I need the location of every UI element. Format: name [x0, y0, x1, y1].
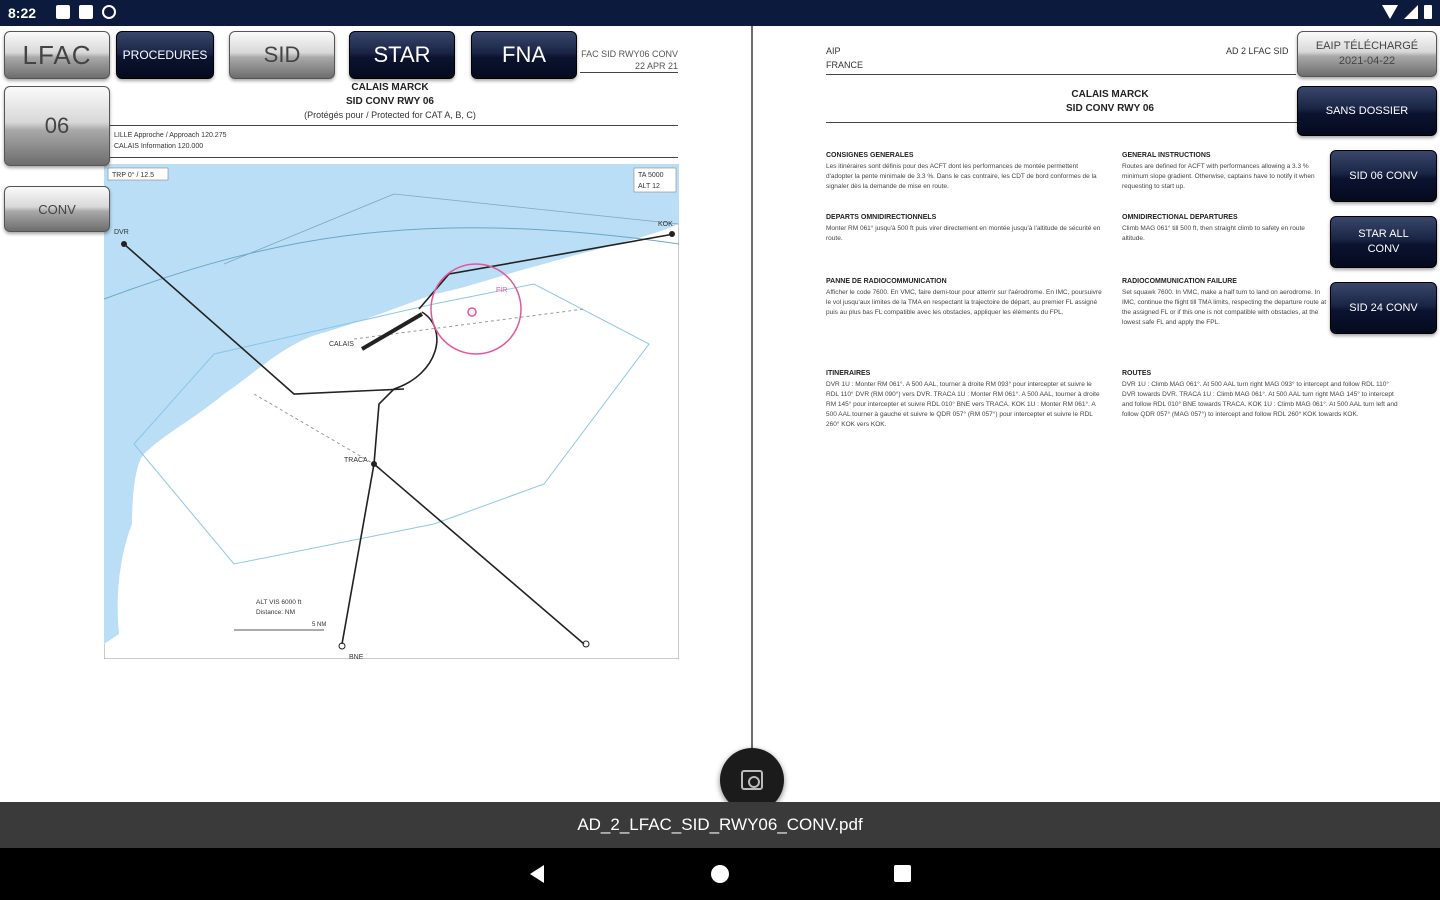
- map-label-bne: BNE: [349, 654, 364, 659]
- map-label-airport: CALAIS: [329, 341, 354, 348]
- section-title: CONSIGNES GENERALES: [826, 152, 914, 159]
- sd-card-icon: [79, 5, 93, 19]
- section-body: DVR 1U : Climb MAG 061°. At 500 AAL turn right MAG 093° to intercept and follow RDL 110° DVR towards DVR. TRACA 1U : Climb MAG 061°. At 500 AAL turn right MAG 145° to intercept and follow RDL 010° BNE towards TRACA. KOK 1U : Climb MAG 061°. At 500 AAL turn left and follow QDR 057° (MAG 057°) to intercept and follow RDL 260° KOK towards KOK.: [1122, 381, 1398, 418]
- fna-button-label: FNA: [502, 42, 546, 67]
- text-header-rule: [826, 74, 1296, 75]
- sans-dossier-label: SANS DOSSIER: [1325, 104, 1409, 117]
- conv-button[interactable]: [4, 186, 110, 232]
- star-button-label: STAR: [373, 42, 431, 67]
- eaip-label: EAIP TÉLÉCHARGÉ: [1315, 40, 1419, 52]
- navigation-bar: [0, 848, 1440, 900]
- recents-icon[interactable]: [894, 865, 911, 882]
- section-consignes: [826, 152, 1106, 192]
- document-scan-icon: [741, 770, 763, 790]
- battery-icon: [1424, 5, 1432, 19]
- section-panne: [826, 278, 1106, 318]
- comm-row-info: CALAIS Information 120.000: [114, 143, 204, 150]
- procedures-button[interactable]: [116, 31, 214, 79]
- chart-page-header: [580, 48, 678, 72]
- section-departs: [826, 214, 1106, 244]
- section-body: Set squawk 7600. In VMC, make a half turn to land on aerodrome. In IMC, continue the flight till TMA limits, respecting the departure route at the assigned FL or if this one is not compatible with obstacles, at the lowest safe FL and apply the FPL.: [1122, 289, 1327, 326]
- procedures-button-label: PROCEDURES: [122, 48, 208, 62]
- section-title: DEPARTS OMNIDIRECTIONNELS: [826, 214, 937, 221]
- map-alt-box-1: TA 5000: [638, 172, 664, 179]
- star-all-conv-button[interactable]: [1330, 216, 1437, 268]
- airport-button-label: LFAC: [22, 39, 92, 70]
- status-right-icons: [1382, 5, 1432, 19]
- map-label-kok: KOK: [658, 221, 673, 228]
- wifi-icon: [1382, 5, 1398, 19]
- sans-dossier-button[interactable]: [1297, 86, 1437, 136]
- text-header-aip: AIP: [826, 46, 841, 56]
- eaip-date: 2021-04-22: [1338, 55, 1396, 67]
- sid24-label: SID 24 CONV: [1349, 301, 1418, 314]
- sid-chart-map: [104, 164, 679, 659]
- airport-button[interactable]: [4, 31, 110, 79]
- section-general: [1122, 152, 1327, 192]
- conv-button-label: CONV: [38, 201, 76, 217]
- chart-title: [280, 81, 500, 109]
- notification-icon: [56, 5, 70, 19]
- section-body: Routes are defined for ACFT with performances allowing a 3.3 % minimum slope gradient. Otherwise, captains have to notify it when requesting to start up.: [1122, 163, 1315, 190]
- map-scale-line1: ALT VIS 6000 ft: [256, 599, 302, 606]
- map-alt-box-2: ALT 12: [638, 183, 660, 190]
- waypoint-traca: [371, 461, 377, 467]
- chart-title-rule: [110, 125, 678, 126]
- chart-title-line1: CALAIS MARCK: [351, 82, 429, 93]
- section-title: ITINERAIRES: [826, 370, 871, 377]
- cell-signal-icon: [1404, 5, 1418, 19]
- section-title: RADIOCOMMUNICATION FAILURE: [1122, 278, 1237, 285]
- text-title-line1: CALAIS MARCK: [1071, 89, 1149, 100]
- waypoint-dvr: [121, 241, 127, 247]
- file-name-bar: [0, 802, 1440, 848]
- section-body: Climb MAG 061° till 500 ft, then straight climb to safety en route altitude.: [1122, 225, 1305, 242]
- sid-button-label: SID: [263, 42, 301, 67]
- section-body: Afficher le code 7600. En VMC, faire demi-tour pour atterrir sur l'aérodrome. En IMC, poursuivre le vol jusqu'aux limites de la TMA en respectant la trajectoire de départ, au premier FL assigné puis au plus bas FL compatible avec les obstacles, appliquer les éléments du FPL.: [826, 289, 1102, 316]
- map-label-fir: FIR: [496, 287, 508, 294]
- section-body: Monter RM 061° jusqu'à 500 ft puis virer directement en montée jusqu'à l'altitude de sécurité en route.: [826, 225, 1101, 242]
- comm-row-approach: LILLE Approche / Approach 120.275: [114, 132, 227, 139]
- waypoint-kok: [669, 231, 675, 237]
- map-transition-box: TRP 0° / 12.5: [112, 172, 154, 179]
- star-all-label-1: STAR ALL: [1358, 228, 1409, 240]
- section-omni: [1122, 214, 1327, 244]
- text-title-line2: SID CONV RWY 06: [1066, 103, 1154, 114]
- section-routes: [1122, 370, 1402, 420]
- back-icon[interactable]: [530, 865, 544, 883]
- status-time: 8:22: [8, 5, 37, 21]
- status-left-icons: [56, 5, 116, 19]
- map-label-dvr: DVR: [114, 229, 129, 236]
- section-body: DVR 1U : Monter RM 061°. A 500 AAL, tourner à droite RM 093° pour intercepter et suivre le RDL 110° DVR (RM 090°) vers DVR. TRACA 1U : Monter RM 061°. A 500 AAL, tourner à droite RM 145° pour intercepter et suivre RDL 010° BNE vers TRACA. KOK 1U : Monter RM 061°. A 500 AAL tourner à gauche et suivre le QDR 057° (RM 057°) pour intercepter et suivre le RDL 260° KOK vers KOK.: [826, 381, 1100, 428]
- status-bar: [0, 0, 1440, 26]
- runway-button[interactable]: [4, 86, 110, 166]
- sid06-label: SID 06 CONV: [1349, 169, 1418, 182]
- section-body: Les itinéraires sont définis pour des ACFT dont les performances de montée permettent d'adopter la pente minimale de 3.3 %. Dans le cas contraire, les CDT de bord conformes de la signaler dès la demande de mise en route.: [826, 163, 1097, 190]
- runway-button-label: 06: [44, 113, 70, 138]
- fna-button[interactable]: [471, 31, 577, 79]
- text-title: [1020, 88, 1200, 116]
- section-title: PANNE DE RADIOCOMMUNICATION: [826, 278, 947, 285]
- map-scale-line2: Distance: NM: [256, 609, 296, 616]
- section-title: OMNIDIRECTIONAL DEPARTURES: [1122, 214, 1238, 221]
- text-header-country: FRANCE: [826, 60, 864, 70]
- home-icon[interactable]: [711, 865, 729, 883]
- map-scale-end: 5 NM: [312, 622, 327, 628]
- star-button[interactable]: [349, 31, 455, 79]
- section-title: ROUTES: [1122, 370, 1152, 377]
- chart-comm-rule: [110, 157, 678, 158]
- chart-title-line2: SID CONV RWY 06: [346, 96, 434, 107]
- map-label-traca: TRACA: [344, 457, 368, 464]
- chart-header-ref: FAC SID RWY06 CONV: [581, 49, 678, 59]
- chart-header-date: 22 APR 21: [634, 61, 678, 71]
- sid06-conv-button[interactable]: [1330, 150, 1437, 202]
- pdf-viewer[interactable]: [0, 26, 1440, 802]
- section-title: GENERAL INSTRUCTIONS: [1122, 152, 1211, 159]
- sid-button[interactable]: [229, 31, 335, 79]
- sid24-conv-button[interactable]: [1330, 282, 1437, 334]
- section-radio: [1122, 278, 1327, 328]
- eaip-downloaded-button[interactable]: [1297, 31, 1437, 77]
- star-all-label-2: CONV: [1367, 243, 1400, 255]
- text-header-ref: AD 2 LFAC SID: [1226, 46, 1289, 56]
- settings-circle-icon: [102, 5, 116, 19]
- chart-subtitle: (Protégés pour / Protected for CAT A, B, C): [304, 110, 476, 120]
- section-itineraires: [826, 370, 1106, 430]
- chart-header-rule: [580, 72, 678, 73]
- page-divider: [751, 26, 753, 802]
- file-name: AD_2_LFAC_SID_RWY06_CONV.pdf: [577, 815, 863, 834]
